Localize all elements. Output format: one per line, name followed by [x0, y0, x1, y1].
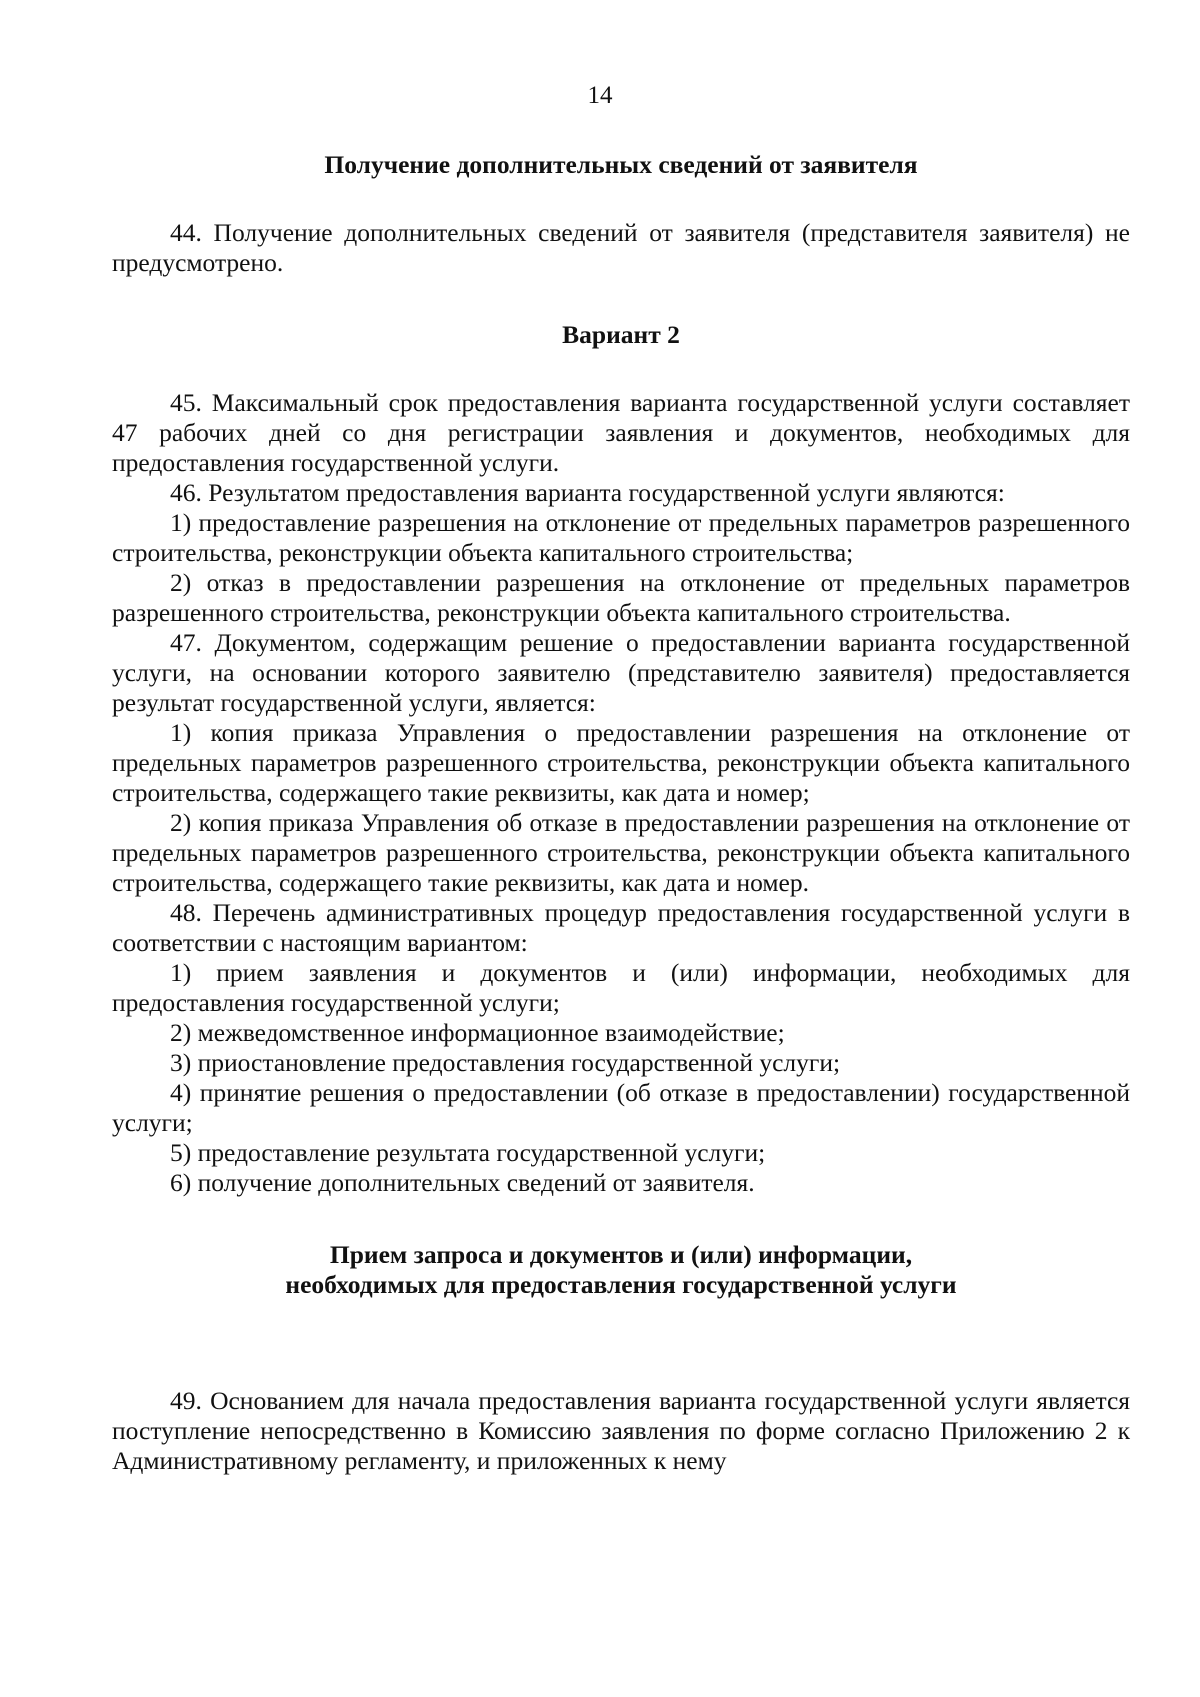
paragraph-46: 46. Результатом предоставления варианта государственной услуги являются:	[170, 478, 1005, 507]
paragraph-44: 44. Получение дополнительных сведений от заявителя (представителя заявителя) не предусмотрено.	[112, 218, 1130, 277]
section-heading-additional-info: Получение дополнительных сведений от заявителя	[324, 150, 918, 179]
paragraph-48-item-6: 6) получение дополнительных сведений от заявителя.	[170, 1168, 755, 1197]
paragraph-45: 45. Максимальный срок предоставления варианта государственной услуги составляет 47 рабочих дней со дня регистрации заявления и документов, необходимых для предоставления государственной услуги.	[112, 388, 1130, 477]
paragraph-47-item-2: 2) копия приказа Управления об отказе в предоставлении разрешения на отклонение от предельных параметров разрешенного строительства, реконструкции объекта капитального строительства, содержащего такие реквизиты, как дата и номер.	[112, 808, 1130, 897]
paragraph-48-item-2: 2) межведомственное информационное взаимодействие;	[170, 1018, 785, 1047]
paragraph-49: 49. Основанием для начала предоставления варианта государственной услуги является поступление непосредственно в Комиссию заявления по форме согласно Приложению 2 к Административному регламенту, и приложенных к нему	[112, 1386, 1130, 1475]
paragraph-46-item-2: 2) отказ в предоставлении разрешения на отклонение от предельных параметров разрешенного строительства, реконструкции объекта капитального строительства.	[112, 568, 1130, 627]
paragraph-48-item-5: 5) предоставление результата государственной услуги;	[170, 1138, 766, 1167]
paragraph-48: 48. Перечень административных процедур предоставления государственной услуги в соответствии с настоящим вариантом:	[112, 898, 1130, 957]
section-heading-request-line-2: необходимых для предоставления государственной услуги	[285, 1270, 957, 1299]
paragraph-47-item-1: 1) копия приказа Управления о предоставлении разрешения на отклонение от предельных параметров разрешенного строительства, реконструкции объекта капитального строительства, содержащего такие реквизиты, как дата и номер;	[112, 718, 1130, 807]
section-heading-variant-2: Вариант 2	[562, 320, 680, 349]
document-body	[112, 150, 1130, 1476]
paragraph-47: 47. Документом, содержащим решение о предоставлении варианта государственной услуги, на основании которого заявителю (представителю заявителя) предоставляется результат государственной услуги, является:	[112, 628, 1130, 717]
page-number: 14	[587, 82, 613, 109]
paragraph-46-item-1: 1) предоставление разрешения на отклонение от предельных параметров разрешенного строительства, реконструкции объекта капитального строительства;	[112, 508, 1130, 567]
paragraph-48-item-1: 1) прием заявления и документов и (или) информации, необходимых для предоставления государственной услуги;	[112, 958, 1130, 1017]
paragraph-48-item-4: 4) принятие решения о предоставлении (об отказе в предоставлении) государственной услуги;	[112, 1078, 1130, 1137]
paragraph-48-item-3: 3) приостановление предоставления государственной услуги;	[170, 1048, 841, 1077]
section-heading-request-line-1: Прием запроса и документов и (или) информации,	[329, 1240, 913, 1269]
